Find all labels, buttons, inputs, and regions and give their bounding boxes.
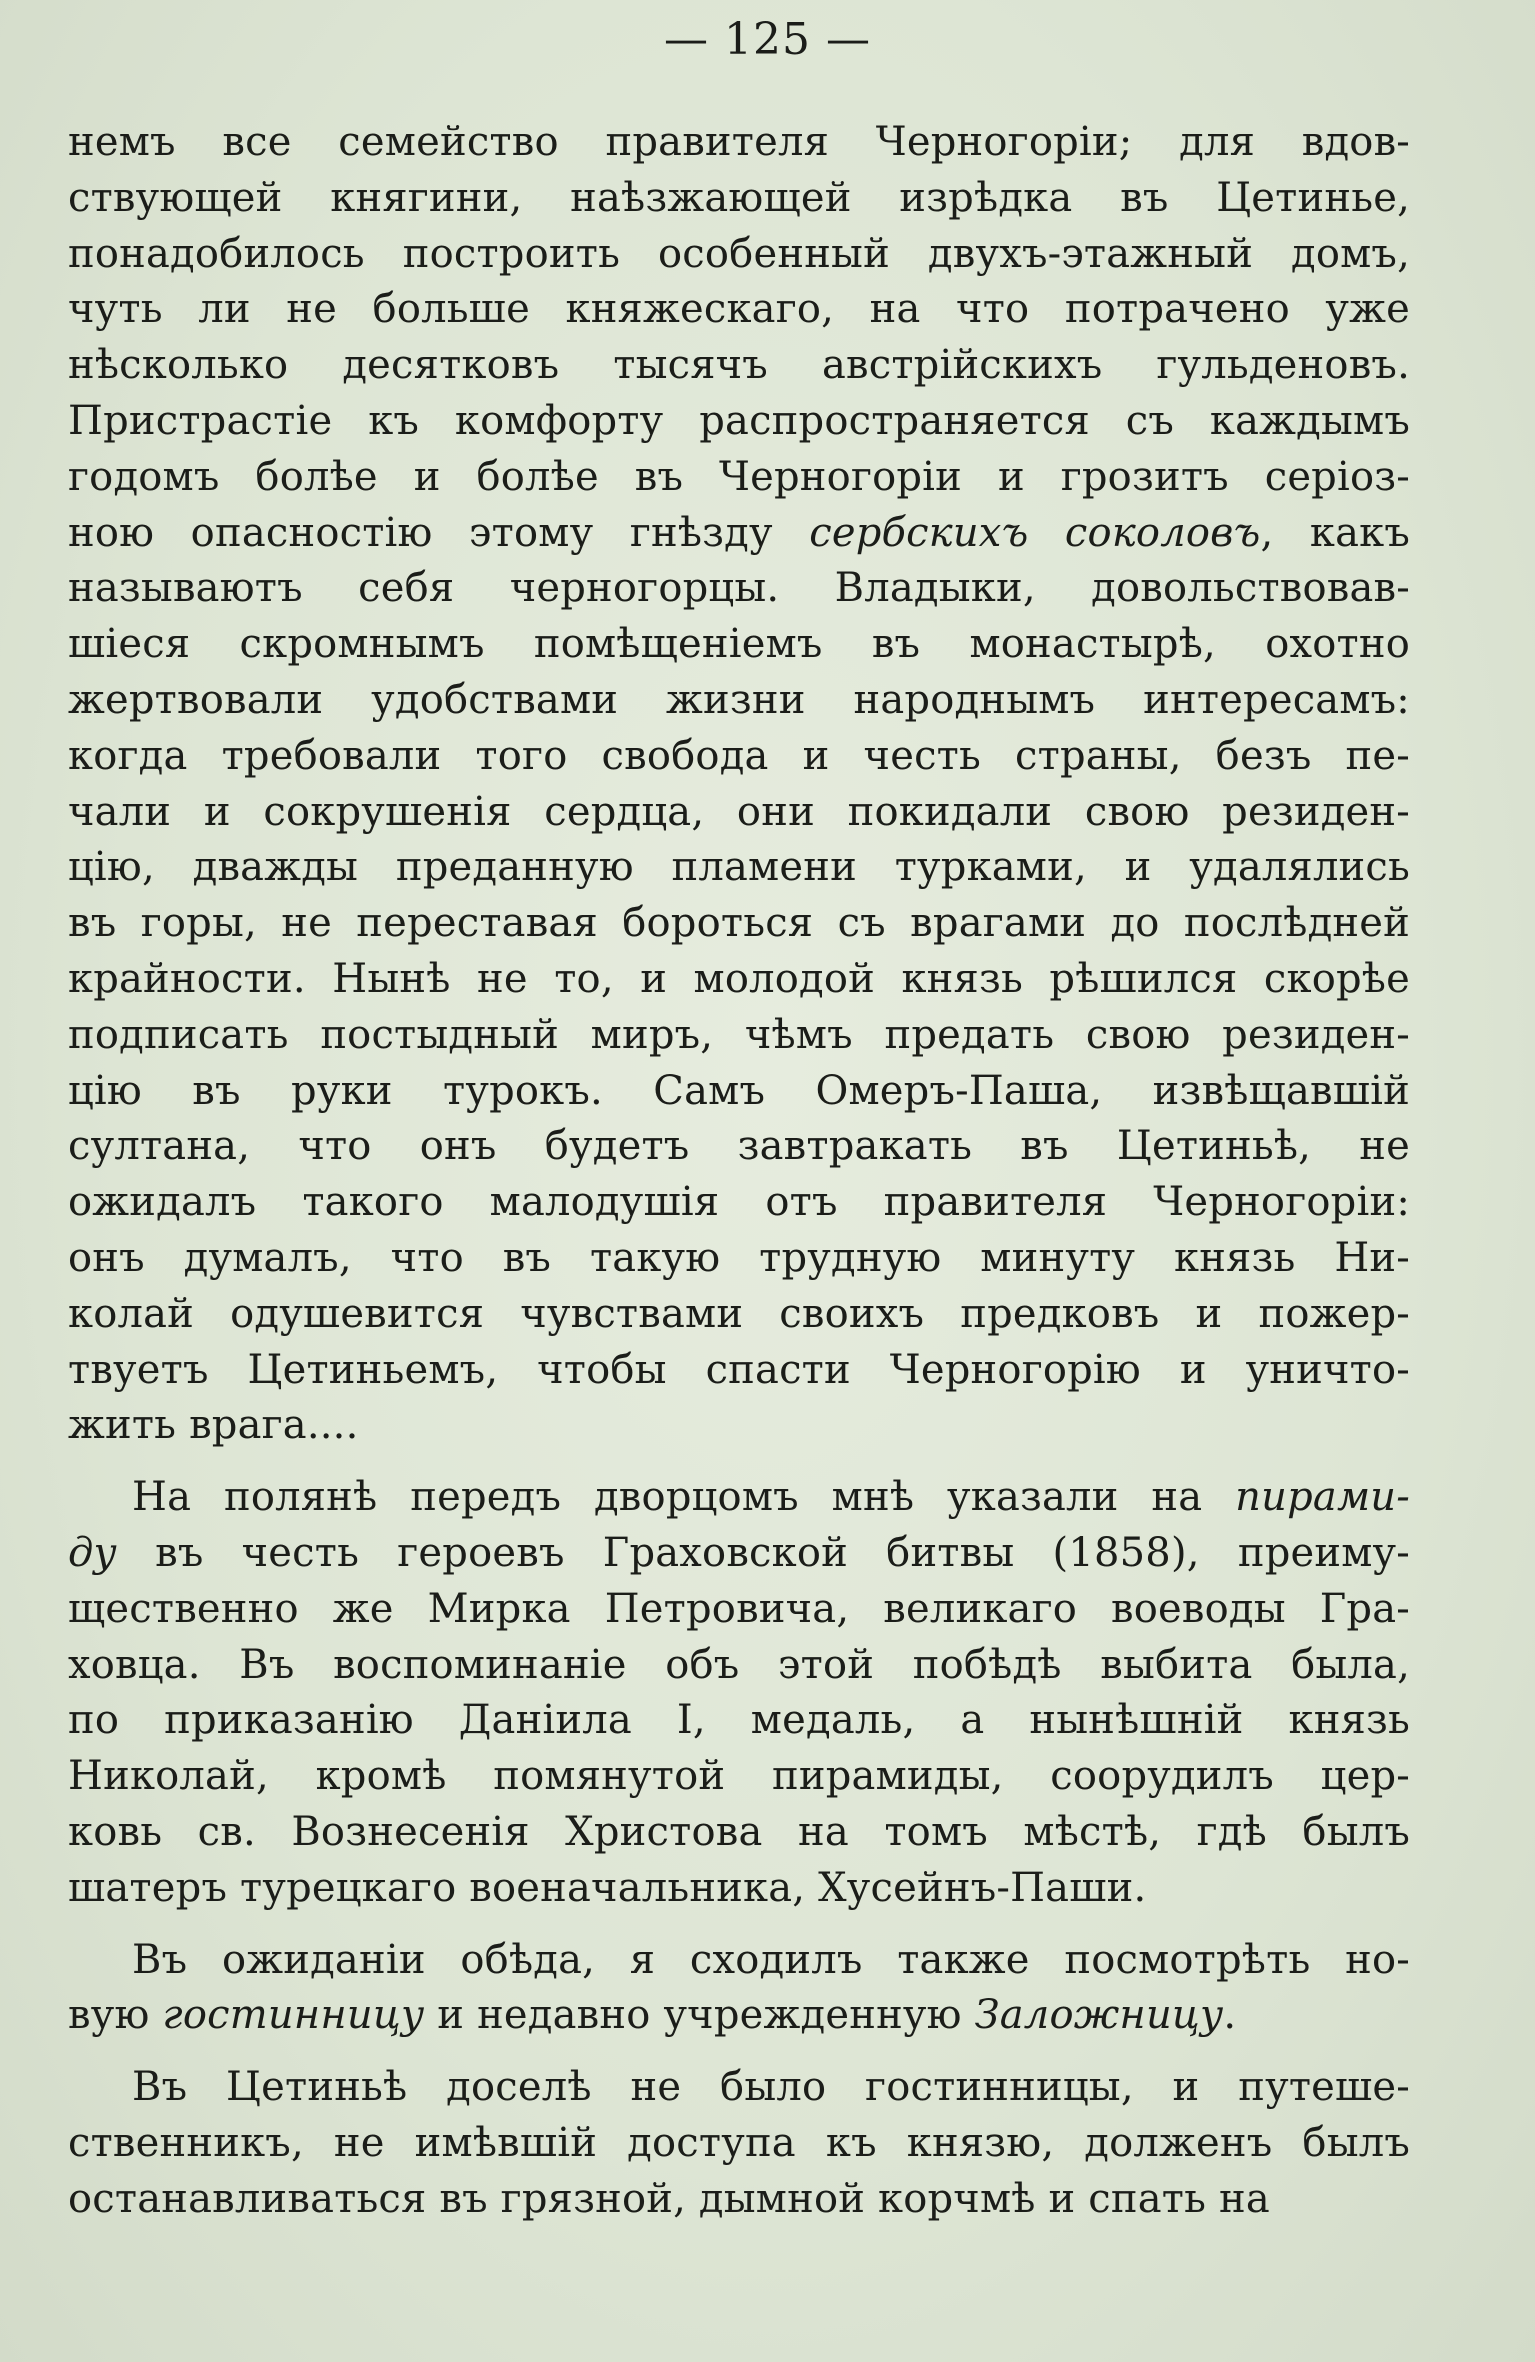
text-line [68,1805,1410,1861]
text-line [68,1343,1410,1399]
italic-text: сербскихъ соколовъ [809,509,1261,556]
italic-text: ду [68,1529,117,1576]
text-line [68,617,1410,673]
italic-text: пирами- [1235,1474,1410,1521]
text-line [68,1693,1410,1749]
text-line [68,1398,1410,1454]
text-run: колай одушевится чувствами своихъ предковъ и пожер- [68,1290,1410,1337]
text-line [68,450,1410,506]
text-line [68,2116,1410,2172]
text-line [68,227,1410,283]
text-run: въ честь героевъ Граховской битвы (1858), преиму- [116,1529,1410,1576]
text-run: жить врага.... [68,1402,359,1449]
text-run: шіеся скромнымъ помѣщеніемъ въ монастырѣ, охотно [68,621,1410,668]
text-line [68,1008,1410,1064]
text-run: ожидалъ такого малодушія отъ правителя Черногоріи: [68,1179,1410,1226]
text-run: немъ все семейство правителя Черногоріи; для вдов- [68,119,1410,165]
text-line [68,171,1410,227]
text-line [68,506,1410,562]
text-run: понадобилось построить особенный двухъ-этажный домъ, [68,230,1410,277]
text-run: цію, дважды преданную пламени турками, и удалялись [68,844,1410,891]
text-line [68,729,1410,785]
text-run: цію въ руки турокъ. Самъ Омеръ-Паша, извѣщавшій [68,1067,1410,1114]
text-run: Въ ожиданіи обѣда, я сходилъ также посмотрѣть но- [132,1936,1410,1983]
text-run: Въ Цетиньѣ доселѣ не было гостинницы, и путеше- [132,2064,1410,2111]
text-run: щественно же Мирка Петровича, великаго воеводы Гра- [68,1585,1410,1632]
text-line [68,952,1410,1008]
text-line [68,1749,1410,1805]
text-run: ственникъ, не имѣвшій доступа къ князю, долженъ былъ [68,2119,1410,2166]
text-line [68,2172,1410,2228]
text-run: и недавно учрежденную [424,1992,975,2039]
text-run: твуетъ Цетиньемъ, чтобы спасти Черногорію и уничто- [68,1346,1410,1393]
text-run: чали и сокрушенія сердца, они покидали свою резиден- [68,788,1410,835]
page-number: — 125 — [664,14,871,65]
text-run: останавливаться въ грязной, дымной корчмѣ и спать на [68,2175,1270,2222]
text-line [68,338,1410,394]
text-line [68,785,1410,841]
text-run: онъ думалъ, что въ такую трудную минуту князь Ни- [68,1234,1410,1281]
text-line [68,840,1410,896]
text-run: называютъ себя черногорцы. Владыки, довольствовав- [68,565,1410,612]
text-line [68,1526,1410,1582]
text-line [68,394,1410,450]
text-line [68,1119,1410,1175]
paragraph [68,2060,1410,2227]
text-run: когда требовали того свобода и честь страны, безъ пе- [68,732,1410,779]
text-run: нѣсколько десятковъ тысячъ австрійскихъ гульденовъ. [68,342,1410,389]
text-line [68,561,1410,617]
body-text [68,115,1410,2227]
text-run: ковь св. Вознесенія Христова на томъ мѣстѣ, гдѣ былъ [68,1808,1410,1855]
text-run: На полянѣ передъ дворцомъ мнѣ указали на [132,1474,1236,1521]
text-line [68,1470,1410,1526]
paragraph [68,115,1410,1454]
text-run: ствующей княгини, наѣзжающей изрѣдка въ Цетинье, [68,174,1410,221]
text-run: подписать постыдный миръ, чѣмъ предать свою резиден- [68,1011,1410,1058]
text-run: годомъ болѣе и болѣе въ Черногоріи и грозитъ серіоз- [68,453,1410,500]
text-run: по приказанію Даніила I, медаль, а нынѣшній князь [68,1697,1410,1744]
text-run: крайности. Нынѣ не то, и молодой князь рѣшился скорѣе [68,955,1410,1002]
text-run: жертвовали удобствами жизни народнымъ интересамъ: [68,676,1410,723]
text-run: . [1223,1992,1237,2039]
paragraph [68,1933,1410,2045]
text-run: ною опасностію этому гнѣзду [68,509,810,556]
text-line [68,1861,1410,1917]
paragraph [68,1470,1410,1916]
text-line [68,1933,1410,1989]
text-line [68,1064,1410,1120]
text-line [68,282,1410,338]
text-run: вую [68,1992,163,2039]
text-run: султана, что онъ будетъ завтракать въ Цетиньѣ, не [68,1123,1410,1170]
text-line [68,896,1410,952]
text-line [68,1175,1410,1231]
italic-text: гостинницу [162,1992,425,2039]
text-run: чуть ли не больше княжескаго, на что потрачено уже [68,286,1410,333]
italic-text: Заложницу [974,1992,1224,2039]
text-run: , какъ [1260,509,1411,556]
text-run: шатеръ турецкаго военачальника, Хусейнъ-Паши. [68,1864,1147,1911]
text-line [68,1287,1410,1343]
text-run: въ горы, не переставая бороться съ врагами до послѣдней [68,900,1410,947]
text-line [68,1638,1410,1694]
text-run: Пристрастіе къ комфорту распространяется съ каждымъ [68,397,1410,444]
text-line [68,673,1410,729]
text-line [68,2060,1410,2116]
text-line [68,115,1410,171]
text-run: Николай, кромѣ помянутой пирамиды, соорудилъ цер- [68,1753,1410,1800]
text-line [68,1582,1410,1638]
text-line [68,1231,1410,1287]
text-line [68,1988,1410,2044]
text-run: ховца. Въ воспоминаніе объ этой побѣдѣ выбита была, [68,1641,1410,1688]
